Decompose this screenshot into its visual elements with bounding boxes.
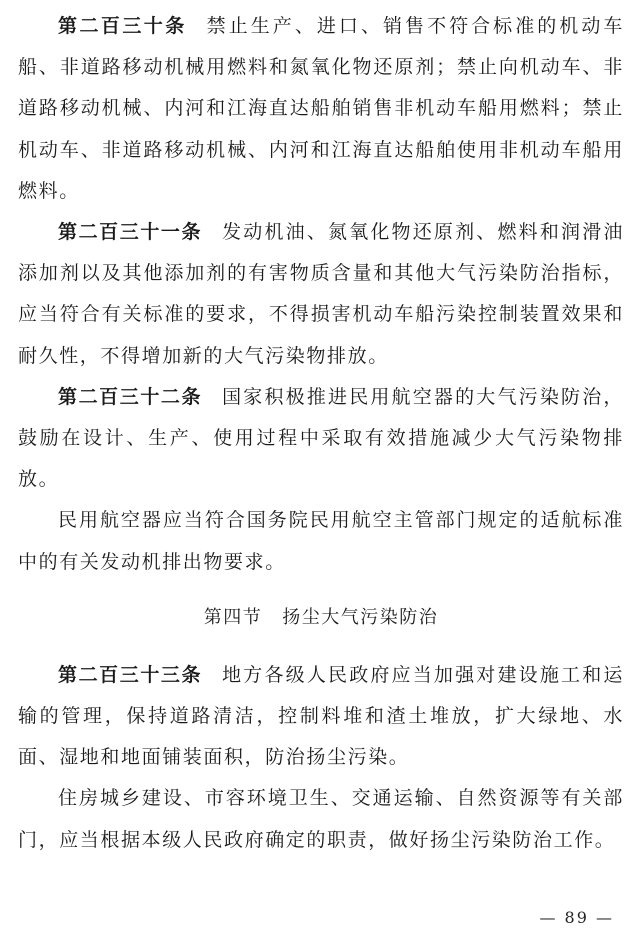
article-text: 地方各级人民政府应当加强对建设施工和运输的管理，保持道路清洁，控制料堆和渣土堆放，扩大绿地、水面、湿地和地面铺装面积，防治扬尘污染。 — [18, 663, 624, 769]
paragraph-text: 民用航空器应当符合国务院民用航空主管部门规定的适航标准中的有关发动机排出物要求。 — [18, 509, 624, 573]
article-text: 禁止生产、进口、销售不符合标准的机动车船、非道路移动机械用燃料和氮氧化物还原剂；禁止向机动车、非道路移动机械、内河和江海直达船舶销售非机动车船用燃料；禁止机动车、非道路移动机械、内河和江海直达船舶使用非机动车船用燃料。 — [18, 15, 624, 202]
article-text: 国家积极推进民用航空器的大气污染防治，鼓励在设计、生产、使用过程中采取有效措施减少大气污染物排放。 — [18, 385, 624, 491]
section-number: 第四节 — [203, 606, 263, 628]
article-232-paragraph-2 — [18, 500, 624, 582]
article-number: 第二百三十条 — [58, 15, 187, 37]
page-number: — 89 — — [539, 908, 614, 927]
article-text: 发动机油、氮氧化物还原剂、燃料和润滑油添加剂以及其他添加剂的有害物质含量和其他大气污染防治指标，应当符合有关标准的要求，不得损害机动车船污染控制装置效果和耐久性，不得增加新的大气污染物排放。 — [18, 221, 624, 367]
article-232 — [18, 377, 624, 501]
article-233 — [18, 655, 624, 779]
article-number: 第二百三十一条 — [58, 221, 203, 244]
article-231 — [18, 212, 624, 377]
article-230 — [18, 6, 624, 212]
document-page — [18, 6, 624, 861]
section-heading — [18, 601, 624, 635]
article-number: 第二百三十二条 — [58, 385, 203, 408]
article-233-paragraph-2 — [18, 778, 624, 860]
paragraph-text: 住房城乡建设、市容环境卫生、交通运输、自然资源等有关部门，应当根据本级人民政府确定的职责，做好扬尘污染防治工作。 — [18, 787, 624, 851]
article-number: 第二百三十三条 — [58, 663, 203, 686]
section-title-text: 扬尘大气污染防治 — [282, 606, 439, 628]
